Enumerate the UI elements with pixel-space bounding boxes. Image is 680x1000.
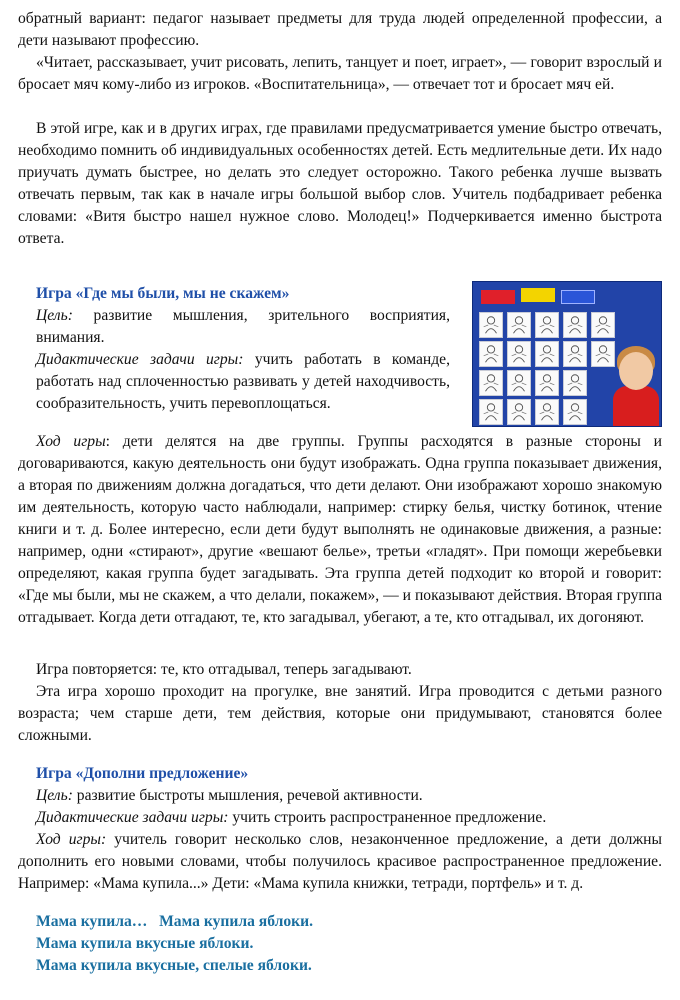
blue-tab xyxy=(561,290,595,304)
game2-goal xyxy=(18,785,680,807)
game1-tasks xyxy=(18,349,450,415)
game1-tasks-label: Дидактические задачи игры: xyxy=(36,351,244,368)
example-sentence-3: Мама купила вкусные, спелые яблоки. xyxy=(36,957,312,974)
picture-card xyxy=(479,341,503,367)
game2-tasks xyxy=(18,807,680,829)
picture-card xyxy=(507,370,531,396)
paragraph-individual-features: В этой игре, как и в других играх, где правилами предусматривается умение быстро отвечать, необходимо помнить об индивидуальных особенностях детей. Есть медлительные дети. Их надо приучать думать быстрее, но делать это следует осторожно. Такого ребенка лучше вызвать отвечать первым, так как в начале игры большой выбор слов. Учитель подбадривает ребенка словами: «Витя быстро нашел нужное слово. Молодец!» Подчеркивается именно быстрота ответа. xyxy=(18,120,662,247)
game2-course-label: Ход игры: xyxy=(36,831,107,848)
example-sentence-2: Мама купила вкусные яблоки. xyxy=(36,935,254,952)
game1-title: Игра «Где мы были, мы не скажем» xyxy=(36,285,290,302)
game2-goal-label: Цель: xyxy=(36,787,73,804)
picture-card xyxy=(535,341,559,367)
picture-card xyxy=(563,341,587,367)
game2-course-text: учитель говорит несколько слов, незаконченное предложение, а дети должны дополнить его новыми словами, чтобы получилось красивое распространенное предложение. Например: «Мама купила...» Дети: «Мама купила книжки, тетради, портфель» и т. д. xyxy=(18,831,662,892)
picture-card xyxy=(591,341,615,367)
game1-goal-text: развитие мышления, зрительного восприятия, внимания. xyxy=(36,307,450,346)
picture-card xyxy=(563,399,587,425)
game1-course-text: : дети делятся на две группы. Группы расходятся в разные стороны и договариваются, какую деятельность они будут изображать. Одна группа показывает движения, а вторая по движениям должна догадаться, что дети делают. Они изображают хорошо знакомую им деятельность, которую часто наблюдали, например: стирку белья, чистку ботинок, чтение книги и т. д. Более интересно, если дети будут выполнять не одинаковые движения, а разные: например, одни «стирают», другие «вешают белье», третьи «гладят». При помощи жеребьевки определяют, какая группа будет загадывать. Эта группа детей подходит ко второй и говорит: «Где мы были, мы не скажем, а что делали, покажем», — и показывают действия. Вторая группа отгадывает. Когда дети отгадают, те, кто загадывал, убегают, а те, кто отгадывал, их догоняют. xyxy=(18,433,662,626)
child-face xyxy=(619,352,653,390)
picture-card xyxy=(479,370,503,396)
game2-course xyxy=(18,829,662,895)
picture-card xyxy=(479,399,503,425)
picture-card xyxy=(535,312,559,338)
game2-tasks-text: учить строить распространенное предложение. xyxy=(228,809,547,826)
picture-card xyxy=(479,312,503,338)
child-figure xyxy=(613,386,659,427)
game1-repeat: Игра повторяется: те, кто отгадывал, теперь загадывают. xyxy=(36,661,412,678)
yellow-tab xyxy=(521,288,555,302)
picture-card xyxy=(535,399,559,425)
activity-cards-picture xyxy=(472,281,662,427)
game1-goal-label: Цель: xyxy=(36,307,73,324)
game1-goal xyxy=(18,305,450,349)
game1-course xyxy=(18,431,662,629)
picture-card xyxy=(535,370,559,396)
game2-goal-text: развитие быстроты мышления, речевой активности. xyxy=(76,787,423,804)
game1-tasks-text: учить работать в команде, работать над сплоченностью развивать у детей находчивость, сообразительность, учить перевоплощаться. xyxy=(36,351,450,412)
game1-course-label: Ход игры xyxy=(36,433,106,450)
game2-tasks-label: Дидактические задачи игры: xyxy=(36,809,229,826)
game2-title: Игра «Дополни предложение» xyxy=(36,765,249,782)
picture-card xyxy=(563,370,587,396)
red-tab xyxy=(481,290,515,304)
paragraph-ball-game: «Читает, рассказывает, учит рисовать, лепить, танцует и поет, играет», — говорит взрослый и бросает мяч кому-либо из игроков. «Воспитательница», — отвечает тот и бросает мяч ей. xyxy=(18,54,662,93)
paragraph-reverse-variant: обратный вариант: педагог называет предметы для труда людей определенной профессии, а дети называют профессию. xyxy=(18,10,662,49)
picture-card xyxy=(507,399,531,425)
example-sentence-1: Мама купила… Мама купила яблоки. xyxy=(36,913,314,930)
picture-card xyxy=(591,312,615,338)
picture-card xyxy=(507,312,531,338)
picture-card xyxy=(507,341,531,367)
picture-card xyxy=(563,312,587,338)
game1-outdoor: Эта игра хорошо проходит на прогулке, вне занятий. Игра проводится с детьми разного возраста; чем старше дети, тем действия, которые они придумывают, становятся более сложными. xyxy=(18,683,662,744)
